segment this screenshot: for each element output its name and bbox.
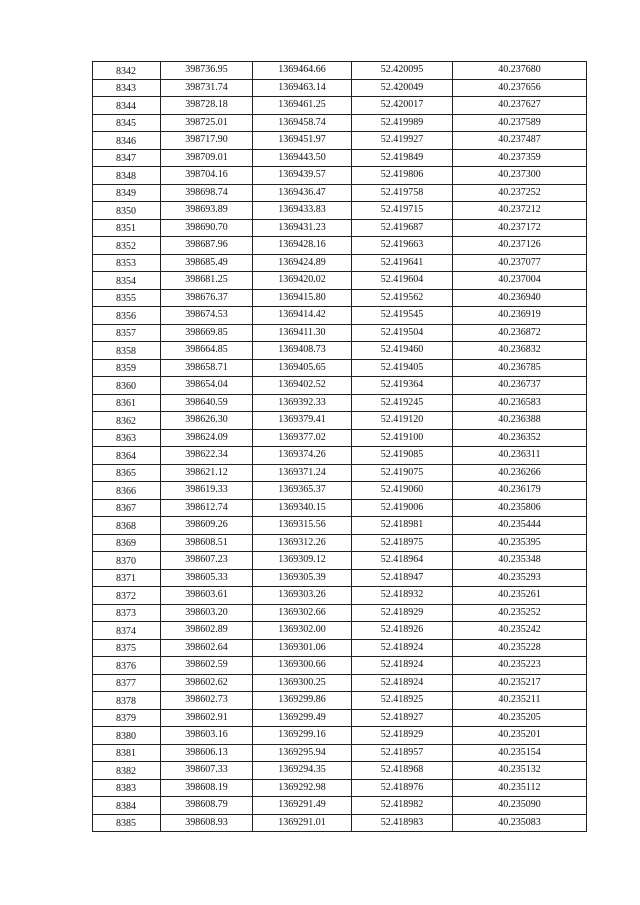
y-coordinate-cell: 1369374.26 xyxy=(253,447,352,465)
table-row xyxy=(93,692,587,710)
longitude-cell: 40.236388 xyxy=(453,412,587,430)
point-number-cell: 8367 xyxy=(93,499,161,517)
x-coordinate-cell: 398624.09 xyxy=(161,429,253,447)
latitude-cell: 52.420049 xyxy=(352,79,453,97)
table-row xyxy=(93,132,587,150)
x-coordinate-cell: 398612.74 xyxy=(161,499,253,517)
table-row xyxy=(93,359,587,377)
longitude-cell: 40.237212 xyxy=(453,202,587,220)
point-number-cell: 8385 xyxy=(93,814,161,832)
latitude-cell: 52.419545 xyxy=(352,307,453,325)
latitude-cell: 52.418926 xyxy=(352,622,453,640)
longitude-cell: 40.235223 xyxy=(453,657,587,675)
y-coordinate-cell: 1369302.00 xyxy=(253,622,352,640)
point-number-cell: 8347 xyxy=(93,149,161,167)
point-number-cell: 8381 xyxy=(93,744,161,762)
longitude-cell: 40.237680 xyxy=(453,62,587,80)
x-coordinate-cell: 398728.18 xyxy=(161,97,253,115)
point-number-cell: 8350 xyxy=(93,202,161,220)
table-row xyxy=(93,97,587,115)
table-row xyxy=(93,412,587,430)
point-number-cell: 8360 xyxy=(93,377,161,395)
latitude-cell: 52.419715 xyxy=(352,202,453,220)
x-coordinate-cell: 398603.16 xyxy=(161,727,253,745)
table-row xyxy=(93,272,587,290)
point-number-cell: 8349 xyxy=(93,184,161,202)
table-row xyxy=(93,464,587,482)
y-coordinate-cell: 1369305.39 xyxy=(253,569,352,587)
y-coordinate-cell: 1369300.66 xyxy=(253,657,352,675)
table-row xyxy=(93,377,587,395)
point-number-cell: 8373 xyxy=(93,604,161,622)
x-coordinate-cell: 398690.70 xyxy=(161,219,253,237)
longitude-cell: 40.236737 xyxy=(453,377,587,395)
point-number-cell: 8369 xyxy=(93,534,161,552)
y-coordinate-cell: 1369431.23 xyxy=(253,219,352,237)
point-number-cell: 8344 xyxy=(93,97,161,115)
table-row xyxy=(93,569,587,587)
table-row xyxy=(93,604,587,622)
x-coordinate-cell: 398602.73 xyxy=(161,692,253,710)
y-coordinate-cell: 1369439.57 xyxy=(253,167,352,185)
y-coordinate-cell: 1369379.41 xyxy=(253,412,352,430)
y-coordinate-cell: 1369377.02 xyxy=(253,429,352,447)
latitude-cell: 52.419989 xyxy=(352,114,453,132)
point-number-cell: 8354 xyxy=(93,272,161,290)
latitude-cell: 52.418929 xyxy=(352,727,453,745)
longitude-cell: 40.235252 xyxy=(453,604,587,622)
longitude-cell: 40.236919 xyxy=(453,307,587,325)
table-row xyxy=(93,744,587,762)
latitude-cell: 52.418964 xyxy=(352,552,453,570)
latitude-cell: 52.418947 xyxy=(352,569,453,587)
latitude-cell: 52.419364 xyxy=(352,377,453,395)
table-row xyxy=(93,622,587,640)
y-coordinate-cell: 1369402.52 xyxy=(253,377,352,395)
table-row xyxy=(93,779,587,797)
point-number-cell: 8371 xyxy=(93,569,161,587)
latitude-cell: 52.419562 xyxy=(352,289,453,307)
x-coordinate-cell: 398704.16 xyxy=(161,167,253,185)
y-coordinate-cell: 1369451.97 xyxy=(253,132,352,150)
point-number-cell: 8368 xyxy=(93,517,161,535)
latitude-cell: 52.419641 xyxy=(352,254,453,272)
point-number-cell: 8378 xyxy=(93,692,161,710)
y-coordinate-cell: 1369291.49 xyxy=(253,797,352,815)
latitude-cell: 52.418924 xyxy=(352,657,453,675)
table-row xyxy=(93,657,587,675)
latitude-cell: 52.419758 xyxy=(352,184,453,202)
latitude-cell: 52.418924 xyxy=(352,639,453,657)
point-number-cell: 8363 xyxy=(93,429,161,447)
point-number-cell: 8382 xyxy=(93,762,161,780)
y-coordinate-cell: 1369300.25 xyxy=(253,674,352,692)
longitude-cell: 40.236832 xyxy=(453,342,587,360)
point-number-cell: 8358 xyxy=(93,342,161,360)
longitude-cell: 40.237172 xyxy=(453,219,587,237)
y-coordinate-cell: 1369461.25 xyxy=(253,97,352,115)
table-row xyxy=(93,674,587,692)
x-coordinate-cell: 398717.90 xyxy=(161,132,253,150)
point-number-cell: 8352 xyxy=(93,237,161,255)
y-coordinate-cell: 1369292.98 xyxy=(253,779,352,797)
longitude-cell: 40.236940 xyxy=(453,289,587,307)
y-coordinate-cell: 1369464.66 xyxy=(253,62,352,80)
longitude-cell: 40.235090 xyxy=(453,797,587,815)
table-row xyxy=(93,517,587,535)
x-coordinate-cell: 398608.19 xyxy=(161,779,253,797)
y-coordinate-cell: 1369436.47 xyxy=(253,184,352,202)
x-coordinate-cell: 398602.89 xyxy=(161,622,253,640)
latitude-cell: 52.418957 xyxy=(352,744,453,762)
longitude-cell: 40.236872 xyxy=(453,324,587,342)
y-coordinate-cell: 1369291.01 xyxy=(253,814,352,832)
longitude-cell: 40.237300 xyxy=(453,167,587,185)
latitude-cell: 52.419405 xyxy=(352,359,453,377)
point-number-cell: 8376 xyxy=(93,657,161,675)
latitude-cell: 52.418932 xyxy=(352,587,453,605)
latitude-cell: 52.419085 xyxy=(352,447,453,465)
x-coordinate-cell: 398603.61 xyxy=(161,587,253,605)
x-coordinate-cell: 398608.51 xyxy=(161,534,253,552)
table-row xyxy=(93,499,587,517)
table-row xyxy=(93,62,587,80)
y-coordinate-cell: 1369414.42 xyxy=(253,307,352,325)
x-coordinate-cell: 398602.64 xyxy=(161,639,253,657)
x-coordinate-cell: 398608.79 xyxy=(161,797,253,815)
x-coordinate-cell: 398603.20 xyxy=(161,604,253,622)
longitude-cell: 40.236352 xyxy=(453,429,587,447)
y-coordinate-cell: 1369312.26 xyxy=(253,534,352,552)
latitude-cell: 52.418929 xyxy=(352,604,453,622)
point-number-cell: 8348 xyxy=(93,167,161,185)
y-coordinate-cell: 1369299.49 xyxy=(253,709,352,727)
table-row xyxy=(93,709,587,727)
x-coordinate-cell: 398736.95 xyxy=(161,62,253,80)
y-coordinate-cell: 1369463.14 xyxy=(253,79,352,97)
longitude-cell: 40.235228 xyxy=(453,639,587,657)
latitude-cell: 52.418924 xyxy=(352,674,453,692)
x-coordinate-cell: 398676.37 xyxy=(161,289,253,307)
latitude-cell: 52.419060 xyxy=(352,482,453,500)
point-number-cell: 8370 xyxy=(93,552,161,570)
table-row xyxy=(93,429,587,447)
latitude-cell: 52.419245 xyxy=(352,394,453,412)
longitude-cell: 40.235444 xyxy=(453,517,587,535)
table-row xyxy=(93,482,587,500)
table-row xyxy=(93,797,587,815)
latitude-cell: 52.419849 xyxy=(352,149,453,167)
longitude-cell: 40.237589 xyxy=(453,114,587,132)
longitude-cell: 40.235201 xyxy=(453,727,587,745)
latitude-cell: 52.419663 xyxy=(352,237,453,255)
x-coordinate-cell: 398669.85 xyxy=(161,324,253,342)
latitude-cell: 52.418925 xyxy=(352,692,453,710)
x-coordinate-cell: 398640.59 xyxy=(161,394,253,412)
table-row xyxy=(93,762,587,780)
x-coordinate-cell: 398607.33 xyxy=(161,762,253,780)
x-coordinate-cell: 398731.74 xyxy=(161,79,253,97)
longitude-cell: 40.237656 xyxy=(453,79,587,97)
latitude-cell: 52.419460 xyxy=(352,342,453,360)
latitude-cell: 52.419687 xyxy=(352,219,453,237)
point-number-cell: 8342 xyxy=(93,62,161,80)
table-row xyxy=(93,202,587,220)
latitude-cell: 52.418982 xyxy=(352,797,453,815)
table-row xyxy=(93,114,587,132)
coordinates-table xyxy=(92,61,587,832)
longitude-cell: 40.236583 xyxy=(453,394,587,412)
x-coordinate-cell: 398664.85 xyxy=(161,342,253,360)
x-coordinate-cell: 398681.25 xyxy=(161,272,253,290)
y-coordinate-cell: 1369420.02 xyxy=(253,272,352,290)
x-coordinate-cell: 398606.13 xyxy=(161,744,253,762)
y-coordinate-cell: 1369295.94 xyxy=(253,744,352,762)
table-row xyxy=(93,289,587,307)
point-number-cell: 8383 xyxy=(93,779,161,797)
latitude-cell: 52.419120 xyxy=(352,412,453,430)
y-coordinate-cell: 1369309.12 xyxy=(253,552,352,570)
y-coordinate-cell: 1369428.16 xyxy=(253,237,352,255)
point-number-cell: 8351 xyxy=(93,219,161,237)
latitude-cell: 52.418976 xyxy=(352,779,453,797)
point-number-cell: 8343 xyxy=(93,79,161,97)
x-coordinate-cell: 398687.96 xyxy=(161,237,253,255)
point-number-cell: 8353 xyxy=(93,254,161,272)
point-number-cell: 8359 xyxy=(93,359,161,377)
longitude-cell: 40.235132 xyxy=(453,762,587,780)
table-row xyxy=(93,534,587,552)
x-coordinate-cell: 398725.01 xyxy=(161,114,253,132)
table-row xyxy=(93,727,587,745)
y-coordinate-cell: 1369405.65 xyxy=(253,359,352,377)
table-row xyxy=(93,814,587,832)
point-number-cell: 8365 xyxy=(93,464,161,482)
y-coordinate-cell: 1369424.89 xyxy=(253,254,352,272)
longitude-cell: 40.236266 xyxy=(453,464,587,482)
latitude-cell: 52.418981 xyxy=(352,517,453,535)
longitude-cell: 40.235211 xyxy=(453,692,587,710)
longitude-cell: 40.235154 xyxy=(453,744,587,762)
latitude-cell: 52.419006 xyxy=(352,499,453,517)
point-number-cell: 8366 xyxy=(93,482,161,500)
longitude-cell: 40.235242 xyxy=(453,622,587,640)
longitude-cell: 40.237126 xyxy=(453,237,587,255)
y-coordinate-cell: 1369458.74 xyxy=(253,114,352,132)
point-number-cell: 8384 xyxy=(93,797,161,815)
point-number-cell: 8377 xyxy=(93,674,161,692)
table-row xyxy=(93,79,587,97)
latitude-cell: 52.419100 xyxy=(352,429,453,447)
y-coordinate-cell: 1369301.06 xyxy=(253,639,352,657)
longitude-cell: 40.235261 xyxy=(453,587,587,605)
x-coordinate-cell: 398622.34 xyxy=(161,447,253,465)
x-coordinate-cell: 398602.62 xyxy=(161,674,253,692)
x-coordinate-cell: 398685.49 xyxy=(161,254,253,272)
point-number-cell: 8355 xyxy=(93,289,161,307)
point-number-cell: 8346 xyxy=(93,132,161,150)
latitude-cell: 52.420095 xyxy=(352,62,453,80)
y-coordinate-cell: 1369433.83 xyxy=(253,202,352,220)
latitude-cell: 52.419927 xyxy=(352,132,453,150)
x-coordinate-cell: 398609.26 xyxy=(161,517,253,535)
y-coordinate-cell: 1369411.30 xyxy=(253,324,352,342)
point-number-cell: 8372 xyxy=(93,587,161,605)
x-coordinate-cell: 398674.53 xyxy=(161,307,253,325)
longitude-cell: 40.236311 xyxy=(453,447,587,465)
point-number-cell: 8362 xyxy=(93,412,161,430)
x-coordinate-cell: 398621.12 xyxy=(161,464,253,482)
table-row xyxy=(93,552,587,570)
latitude-cell: 52.418927 xyxy=(352,709,453,727)
x-coordinate-cell: 398698.74 xyxy=(161,184,253,202)
point-number-cell: 8379 xyxy=(93,709,161,727)
longitude-cell: 40.237627 xyxy=(453,97,587,115)
y-coordinate-cell: 1369408.73 xyxy=(253,342,352,360)
longitude-cell: 40.235205 xyxy=(453,709,587,727)
y-coordinate-cell: 1369365.37 xyxy=(253,482,352,500)
latitude-cell: 52.419806 xyxy=(352,167,453,185)
table-row xyxy=(93,587,587,605)
table-row xyxy=(93,394,587,412)
y-coordinate-cell: 1369392.33 xyxy=(253,394,352,412)
longitude-cell: 40.236179 xyxy=(453,482,587,500)
longitude-cell: 40.237252 xyxy=(453,184,587,202)
x-coordinate-cell: 398608.93 xyxy=(161,814,253,832)
point-number-cell: 8345 xyxy=(93,114,161,132)
point-number-cell: 8364 xyxy=(93,447,161,465)
y-coordinate-cell: 1369302.66 xyxy=(253,604,352,622)
latitude-cell: 52.420017 xyxy=(352,97,453,115)
latitude-cell: 52.419504 xyxy=(352,324,453,342)
latitude-cell: 52.419075 xyxy=(352,464,453,482)
latitude-cell: 52.418968 xyxy=(352,762,453,780)
y-coordinate-cell: 1369371.24 xyxy=(253,464,352,482)
y-coordinate-cell: 1369443.50 xyxy=(253,149,352,167)
longitude-cell: 40.235083 xyxy=(453,814,587,832)
table-row xyxy=(93,324,587,342)
y-coordinate-cell: 1369294.35 xyxy=(253,762,352,780)
point-number-cell: 8374 xyxy=(93,622,161,640)
point-number-cell: 8361 xyxy=(93,394,161,412)
longitude-cell: 40.235112 xyxy=(453,779,587,797)
x-coordinate-cell: 398619.33 xyxy=(161,482,253,500)
table-row xyxy=(93,184,587,202)
x-coordinate-cell: 398605.33 xyxy=(161,569,253,587)
latitude-cell: 52.418975 xyxy=(352,534,453,552)
y-coordinate-cell: 1369340.15 xyxy=(253,499,352,517)
x-coordinate-cell: 398709.01 xyxy=(161,149,253,167)
x-coordinate-cell: 398602.59 xyxy=(161,657,253,675)
longitude-cell: 40.235348 xyxy=(453,552,587,570)
point-number-cell: 8380 xyxy=(93,727,161,745)
x-coordinate-cell: 398626.30 xyxy=(161,412,253,430)
longitude-cell: 40.237004 xyxy=(453,272,587,290)
x-coordinate-cell: 398693.89 xyxy=(161,202,253,220)
table-row xyxy=(93,167,587,185)
table-row xyxy=(93,342,587,360)
y-coordinate-cell: 1369299.16 xyxy=(253,727,352,745)
table-row xyxy=(93,307,587,325)
y-coordinate-cell: 1369299.86 xyxy=(253,692,352,710)
x-coordinate-cell: 398658.71 xyxy=(161,359,253,377)
coordinates-table-body xyxy=(93,62,587,832)
longitude-cell: 40.236785 xyxy=(453,359,587,377)
y-coordinate-cell: 1369415.80 xyxy=(253,289,352,307)
table-row xyxy=(93,639,587,657)
longitude-cell: 40.237077 xyxy=(453,254,587,272)
longitude-cell: 40.235395 xyxy=(453,534,587,552)
longitude-cell: 40.235806 xyxy=(453,499,587,517)
x-coordinate-cell: 398602.91 xyxy=(161,709,253,727)
y-coordinate-cell: 1369315.56 xyxy=(253,517,352,535)
point-number-cell: 8356 xyxy=(93,307,161,325)
longitude-cell: 40.235293 xyxy=(453,569,587,587)
table-row xyxy=(93,219,587,237)
table-row xyxy=(93,447,587,465)
longitude-cell: 40.235217 xyxy=(453,674,587,692)
point-number-cell: 8357 xyxy=(93,324,161,342)
latitude-cell: 52.419604 xyxy=(352,272,453,290)
table-row xyxy=(93,237,587,255)
x-coordinate-cell: 398607.23 xyxy=(161,552,253,570)
point-number-cell: 8375 xyxy=(93,639,161,657)
x-coordinate-cell: 398654.04 xyxy=(161,377,253,395)
y-coordinate-cell: 1369303.26 xyxy=(253,587,352,605)
table-row xyxy=(93,254,587,272)
table-row xyxy=(93,149,587,167)
longitude-cell: 40.237359 xyxy=(453,149,587,167)
longitude-cell: 40.237487 xyxy=(453,132,587,150)
latitude-cell: 52.418983 xyxy=(352,814,453,832)
